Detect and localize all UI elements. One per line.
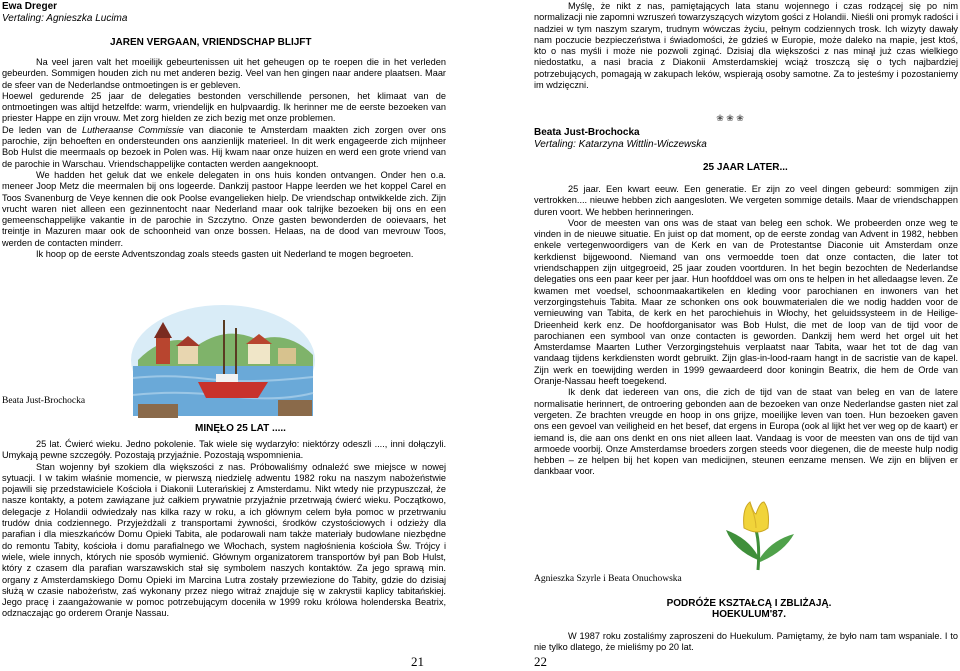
paragraph: Na veel jaren valt het moeilijk gebeurtenissen uit het geheugen op te roepen die in het verleden gebeurden. Sommigen houden zich nu met anderen bezig. Veel van hen gingen naar andere plaatsen. Maar de sfeer van de Nederlandse ontmoetingen is er gebleven. (2, 57, 446, 90)
right-page (480, 0, 960, 671)
author-name: Beata Just-Brochocka (534, 127, 640, 138)
photo-caption: Agnieszka Szyrle i Beata Onuchowska (534, 574, 682, 584)
paragraph: Voor de meesten van ons was de staat van beleg een schok. We probeerden onze weg te vinden in de nieuwe situatie. En juist op dat moment, op de eerste zondag van Advent in 1982, hebben enkele vertegenwoordigers van de Kerk en van de Protestantse Diaconie uit Amsterdam onze kerkdienst bijgewoond. Niemand van ons vermoedde toen dat onze contacten, die later tot vriendschappen zijn uitgegroeid, 25 jaar zouden voortduren. In het begin bezochten de Nederlandse delegaties ons een paar keer per jaar. Hun hoofddoel was om ons te helpen in het alledaagse leven. Ze kwamen met voedsel, schoonmaakartikelen en kleding voor parochianen en inwoners van het verzorgingstehuis Tabita. Maar ze schonken ons ook bouwmaterialen die we nodig hadden voor de vernieuwing van Tabita, de kerk en het parochiehuis in Włochy, het geluidssysteem in de Heilige-Drieenheid kerk enz. De hoofdorganisator was Bob Hulst, die met de loop van de tijd voor de parochianen een symbool van onze contacten is geworden. Dankzij hem werd het orgel uit het Amsterdamse Maarten Luther Verzorgingstehuis verplaatst naar Tabita, waar het tot de dag van vandaag tijdens kerkdiensten wordt gebruikt. Zijn glas-in-lood-raam hangt in de sacristie van de kapel. Zijn werk en toewijding werden in 1999 gewaardeerd door koningin Beatrix, die hem de Orde van Oranje-Nassau heeft toegekend. (534, 217, 958, 387)
paragraph: Hoewel gedurende 25 jaar de delegaties bestonden verschillende personen, het klimaat van de ontmoetingen was altijd hetzelfde: warm, vriendelijk en hulpvaardig. Ik herinner me de eerste bezoeken van priester Happe en zijn vrouw. Met zorg hielden ze zich bezig met onze problemen. (2, 90, 446, 124)
article-title: JAREN VERGAAN, VRIENDSCHAP BLIJFT (110, 37, 312, 48)
article-title-pl: PODRÓŻE KSZTAŁCĄ I ZBLIŻAJĄ. (666, 598, 832, 609)
emphasis-text: Lutheraanse Commissie (82, 124, 184, 135)
text-span: De leden van de (2, 124, 83, 135)
page-number: 21 (411, 654, 424, 669)
translator-credit: Vertaling: Agnieszka Lucima (2, 13, 128, 24)
article-body-nl (2, 57, 446, 260)
article-body-pl (2, 439, 446, 620)
paragraph: 25 jaar. Een kwart eeuw. Een generatie. Er zijn zo veel dingen gebeurd: sommigen zijn vertrokken.... nieuwe hebben zich aangesloten. We vergeten sommige details. Maar de vriendschappen duren voort. We hebben herinneringen. (534, 184, 958, 217)
page-number: 22 (534, 654, 547, 669)
photo-caption: Beata Just-Brochocka (2, 396, 86, 406)
paragraph: We hadden het geluk dat we enkele delegaten in ons huis konden ontvangen. Onder hen o.a. meneer Joop Metz die meermalen bij ons logeerde. Dankzij pastoor Happe leerden we het koppel Carel en Toos Svanenburg de Veye kennen die ook Poolse evangelieken hielp. De vriendschap ontwikkelde zich. Zijn vrucht waren niet alleen een gezinnentocht naar Nederland maar ook talrijke bezoeken bij ons en een gemeenschappelijke vakantie in de parochie in Szczytno. Onze gasten bewonderden de ooievaars, het treintje in Mazuren maar ook de schoonheid van onze bossen. Helaas, na de dood van mevrouw Toos, werden de contacten minderr. (2, 169, 446, 248)
author-name: Ewa Dreger (2, 1, 58, 12)
paragraph: W 1987 roku zostaliśmy zaproszeni do Huekulum. Pamiętamy, że było nam tam wspaniale. I to nie tylko dlatego, że mieliśmy po 20 lat. (534, 631, 958, 653)
article-title-pl: MINĘŁO 25 LAT ..... (195, 423, 286, 434)
text-span: van diaconie te Amsterdam maakten zich zorgen over ons parochie, zijn behoeften en ondersteunden ons aanzienlijk materieel. In dit werk engageerde zich mijnheer Bob Hulst die meermaals op bezoek in Polen was. Hij kwam naar onze huizen en werd een grote vriend van de parochie in Warschau. Vriendschappelijke contacten werden aangeknoopt. (2, 124, 446, 169)
paragraph: Ik denk dat iedereen van ons, die zich de tijd van de staat van beleg en van de latere normalisatie herinnert, de ontroering gebonden aan de bezoeken van onze Nederlandse gasten niet zal vergeten. Ze brachten vreugde en hoop in ons grijze, moeilijke leven van toen. Hun bezoeken gaven ons een gevoel van veiligheid en het besef, dat ergens in Europa (ook al lijkt het ver weg op de kaart) er iemand is, die aan ons denkt en ons niet alleen laat. Vandaag is voor de meesten van ons de tijd van armoede voorbij. Onze Amsterdamse broeders zorgen steeds voor diegenen, die de meeste hulp nodig hebben – ze helpen bij het kopen van medicijnen, steunen eenzame mensen. We zijn en blijven er dankbaar voor. (534, 387, 958, 477)
paragraph: Ik hoop op de eerste Adventszondag zoals steeds gasten uit Nederland te mogen begroeten. (36, 249, 414, 260)
translator-credit: Vertaling: Katarzyna Wittlin-Wiczewska (534, 139, 707, 150)
article-subtitle: HOEKULUM'87. (711, 609, 787, 620)
article-body-pl (534, 631, 958, 654)
paragraph (2, 125, 446, 170)
tulip-illustration (714, 500, 804, 572)
article-title: 25 JAAR LATER... (703, 162, 788, 173)
paragraph: Myślę, że nikt z nas, pamiętających lata stanu wojennego i czas rodzącej się po nim normalizacji nie zapomni wzruszeń towarzyszących wizytom gości z Holandii. Nieśli oni promyk radości i nadziei w tym naszym szarym, trudnym wówczas życiu, pełnym codziennych trosk. Ich wizyty dawały nam poczucie bezpieczeństwa i świadomości, że gdzieś w Europie, może daleko na mapie, jest ktoś, kto o nas myśli i może nie pozwoli zginąć. Dzisiaj dla większości z nas minął już czas wielkiego niedostatku, a nasi bracia z Diakonii Amsterdamskiej wciąż troszczą się o tych najbardziej potrzebujących, pomagają w zakupach leków, wspierają osoby samotne. Za to jesteśmy i pozostaniemy im wdzięczni. (534, 1, 958, 91)
article-body-pl-continued (534, 1, 958, 91)
ornament-divider: ❀ ❀ ❀ (716, 113, 744, 123)
article-body-nl (534, 184, 958, 478)
harbour-illustration (128, 300, 318, 425)
paragraph: Stan wojenny był szokiem dla większości z nas. Próbowaliśmy odnaleźć swe miejsce w nowej sytuacji. I w takim właśnie momencie, w pierwszą niedzielę adwentu 1982 roku na naszym nabożeństwie pojawili się przedstawiciele Kościoła i Diakonii Luterańskiej z Amsterdamu. Nikt wtedy nie przypuszczał, że nasze kontakty, a potem zawiązane już całkiem prywatnie przyjaźnie przetrwają ćwierć wieku. Początkowo, delegacje z Holandii odwiedzały nas kilka razy w roku, a ich głównym celem była pomoc w przetrwaniu trudów dnia codziennego. Przyjeżdżali z transportami żywności, środków czystościowych i odzieży dla parafian i dla mieszkańców Domu Opieki Tabita, ale podarowali nam także materiały budowlane niezbędne do remontu Tabity, kościoła i domu parafialnego we Włochach, system nagłośnienia kościoła Św. Trójcy i wiele, wiele innych, których nie sposób wymienić. Głównym organizatorem transportów był pan Bob Hulst, który z czasem dla parafian warszawskich stał się symbolem naszych kontaktów. Za jego sprawą min. organy z Amsterdamskiego Domu Opieki im Marcina Lutra zostały przewiezione do Tabity, gdzie do dzisiaj służą w czasie nabożeństw, zaś wykonany przez niego witraż znajduje się w zakrystii kaplicy tabitańskiej. Jego pracę i zaangażowanie w pomoc potrzebującym doceniła w 1999 roku królowa holenderska Beatrix, odznaczając go orderem Oranje Nassau. (2, 461, 446, 619)
paragraph: 25 lat. Ćwierć wieku. Jedno pokolenie. Tak wiele się wydarzyło: niektórzy odeszli ...., inni dołączyli. Umykają pewne szczegóły. Pozostają przyjaźnie. Pozostają wspomnienia. (2, 439, 446, 461)
